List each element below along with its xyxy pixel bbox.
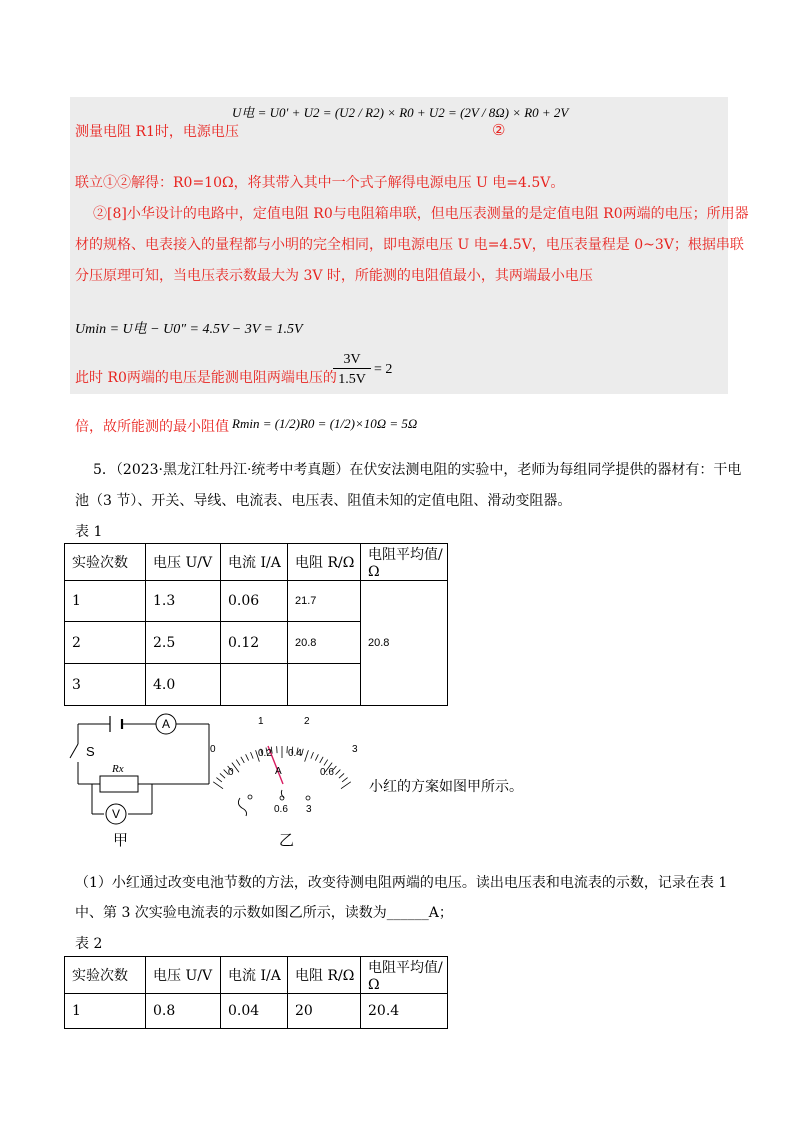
table2-header-cell: 电压 U/V (146, 957, 221, 994)
question-line2: 池（3 节）、开关、导线、电流表、电压表、阻值未知的定值电阻、滑动变阻器。 (75, 493, 572, 509)
formula-umin: Umin = U电 − U0″ = 4.5V − 3V = 1.5V (75, 322, 303, 337)
table2-header-cell: 电流 I/A (221, 957, 288, 994)
table1-caption: 表 1 (75, 524, 103, 540)
table1-cell: 3 (65, 664, 146, 706)
table1-cell: 0.06 (221, 581, 288, 622)
table1-cell: 1.3 (146, 581, 221, 622)
equation-marker-2: ② (492, 121, 506, 139)
subquestion-line2: 中、第 3 次实验电流表的示数如图乙所示，读数为______A； (75, 905, 453, 921)
table1-header-cell: 电压 U/V (146, 544, 221, 581)
dial-tick (220, 773, 225, 778)
dial-tick (341, 782, 351, 789)
terminal-wire (238, 798, 246, 816)
solution-para3-line1: ②[8]小华设计的电路中，定值电阻 R0与电阻箱串联，但电压表测量的是定值电阻 R0两端的电压；所用器 (93, 206, 749, 222)
scale-bottom-label: 0.2 (258, 748, 272, 759)
table1-cell: 21.7 (288, 581, 361, 622)
solution-line6-text: 倍，故所能测的最小阻值 (75, 419, 229, 435)
table1-cell: 4.0 (146, 664, 221, 706)
table1-cell: 2.5 (146, 622, 221, 664)
formula-rmin: Rmin = (1/2)R0 = (1/2)×10Ω = 5Ω (232, 416, 418, 431)
fraction-denominator: 1.5V (338, 372, 366, 387)
dial-tick (251, 752, 254, 758)
formula-supply-voltage: U电 = U0′ + U2 = (U2 / R2) × R0 + U2 = (2V / 8Ω) × R0 + 2V (232, 105, 569, 120)
fraction-result: = 2 (374, 362, 393, 377)
switch-label: S (86, 744, 95, 759)
table2-caption: 表 2 (75, 936, 103, 952)
table2-header-cell: 电阻平均值/Ω (361, 957, 448, 994)
terminal-neg-icon (248, 795, 252, 799)
table1-cell (288, 664, 361, 706)
scale-bottom-label: 0.6 (320, 767, 334, 778)
table1-average-cell: 20.8 (361, 581, 448, 706)
dial-tick (342, 778, 347, 782)
table1-cell (221, 664, 288, 706)
table1-cell: 0.12 (221, 622, 288, 664)
meter-unit: A (275, 766, 282, 777)
dial-tick (324, 760, 328, 766)
table1 (64, 543, 448, 706)
table1-header-cell: 电流 I/A (221, 544, 288, 581)
scale-bottom-label: 0.4 (288, 748, 302, 759)
subquestion-line1: （1）小红通过改变电池节数的方法，改变待测电阻两端的电压。读出电压表和电流表的示数，记录在表 1 (75, 875, 728, 891)
solution-line1-text: 测量电阻 R1时，电源电压 (75, 124, 239, 140)
solution-line5-text: 此时 R0两端的电压是能测电阻两端电压的 (75, 370, 337, 386)
table-row (65, 994, 448, 1029)
voltmeter-symbol: V (111, 807, 121, 821)
resistor-label: Rx (112, 763, 124, 775)
table1-cell: 2 (65, 622, 146, 664)
table1-cell: 1 (65, 581, 146, 622)
table-row (65, 581, 448, 622)
solution-para3-line3: 分压原理可知，当电压表示数最大为 3V 时，所能测的电阻值最小，其两端最小电压 (75, 268, 593, 284)
ammeter-symbol: A (161, 717, 171, 731)
table2 (64, 956, 448, 1029)
scale-bottom-label: 0 (228, 767, 234, 778)
dial-tick (315, 754, 318, 760)
figure-label-jia: 甲 (113, 831, 129, 849)
terminal-label: 3 (306, 804, 312, 815)
fraction-numerator: 3V (333, 352, 371, 369)
ammeter-dial (200, 712, 360, 820)
table1-header-cell: 实验次数 (65, 544, 146, 581)
table2-cell: 0.04 (221, 994, 288, 1029)
dial-tick (320, 757, 323, 763)
dial-tick (213, 782, 223, 789)
scale-top-label: 2 (304, 716, 310, 727)
solution-para3-line2: 材的规格、电表接入的量程都与小明的完全相同，即电源电压 U 电=4.5V，电压表量程是 0~3V；根据串联 (75, 237, 744, 253)
scale-end-label: 0 (210, 744, 216, 755)
dial-tick (216, 778, 221, 782)
table1-header-cell: 电阻 R/Ω (288, 544, 361, 581)
dial-tick (335, 770, 340, 775)
dial-tick (339, 773, 344, 778)
table2-header-cell: 实验次数 (65, 957, 146, 994)
table1-header-cell: 电阻平均值/Ω (361, 544, 448, 581)
scale-top-label: 1 (258, 716, 264, 727)
dial-tick (246, 754, 249, 760)
table2-cell: 20.4 (361, 994, 448, 1029)
table1-cell: 20.8 (288, 622, 361, 664)
dial-tick (241, 757, 244, 763)
terminal-label: 0.6 (274, 804, 288, 815)
table2-cell: 0.8 (146, 994, 221, 1029)
question-line1: 5．（2023·黑龙江牡丹江·统考中考真题）在伏安法测电阻的实验中，老师为每组同学提供的器材有：干电 (93, 462, 742, 478)
table2-cell: 20 (288, 994, 361, 1029)
dial-tick (236, 760, 240, 766)
terminal-icon (306, 796, 310, 800)
scale-end-label: 3 (352, 744, 358, 755)
table2-header-cell: 电阻 R/Ω (288, 957, 361, 994)
figure-caption: 小红的方案如图甲所示。 (369, 779, 523, 795)
dial-tick (305, 750, 309, 761)
figure-label-yi: 乙 (279, 831, 295, 849)
solution-line2: 联立①②解得：R0=10Ω，将其带入其中一个式子解得电源电压 U 电=4.5V。 (75, 175, 565, 191)
dial-tick (311, 752, 314, 758)
table2-cell: 1 (65, 994, 146, 1029)
